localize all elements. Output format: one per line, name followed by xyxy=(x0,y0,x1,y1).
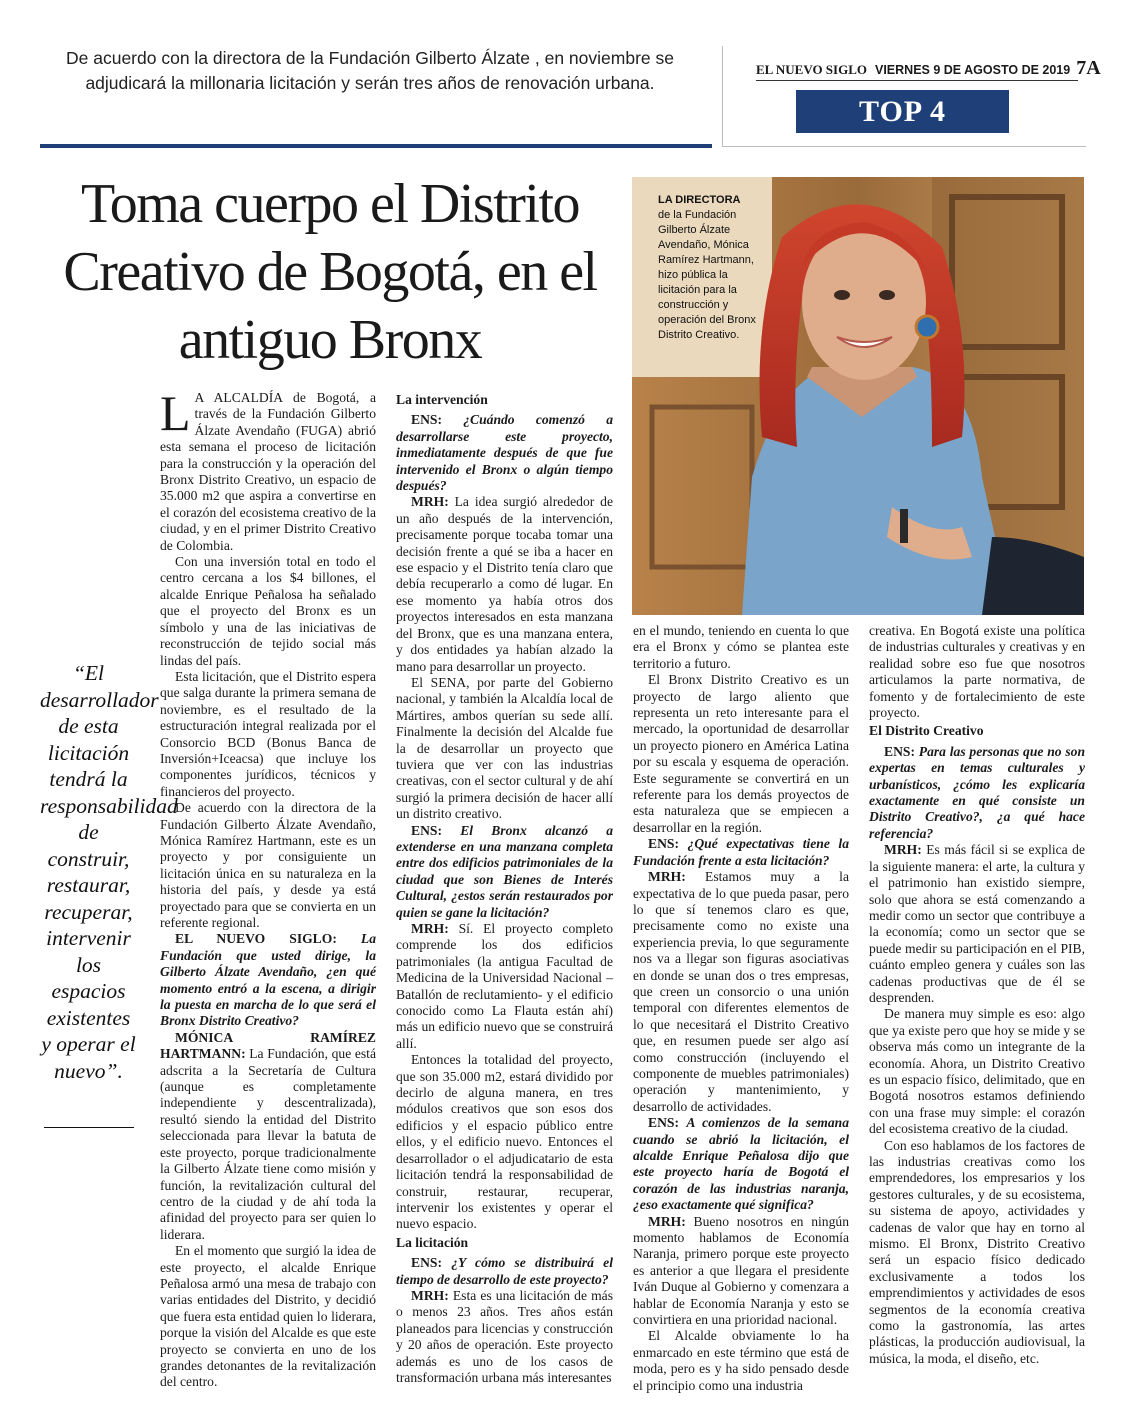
subhead: La intervención xyxy=(396,392,488,407)
interview-answer: MRH: Sí. El proyecto completo comprende los dos edificios patrimoniales (la antigua Facultad de Medicina de la Universidad Nacional –Batallón de reclutamiento- y el edificio conocido como La Flauta están ahí) más un edificio nuevo que se construirá allí. xyxy=(396,921,613,1051)
article-column-4 xyxy=(869,623,1085,1367)
interview-question: EL NUEVO SIGLO: La Fundación que usted dirige, la Gilberto Álzate Avendaño, ¿en qué momento entró a la escena, a dirigir la puesta en marcha de lo que será el Bronx Distrito Creativo? xyxy=(160,931,376,1029)
paragraph: Esta licitación, que el Distrito espera que salga durante la primera semana de noviembre, es el resultado de la estructuración integral realizada por el Consorcio BCD (Bonus Banca de Inversión+Iceacsa) que incluye los componentes jurídicos, técnicos y financieros del proyecto. xyxy=(160,668,376,799)
masthead-line xyxy=(756,57,1101,80)
pull-quote: “El desarrollador de esta licitación tendrá la responsabilidad de construir, restaurar, recuperar, intervenir los espacios existentes y operar el nuevo”. xyxy=(40,661,178,1083)
paragraph: creativa. En Bogotá existe una política de industrias culturales y creativas y en realidad sobre eso fue que nosotros articulamos la parte normativa, de fomento y de fortalecimiento de este proyecto. xyxy=(869,623,1085,721)
interview-question: ENS: ¿Y cómo se distribuirá el tiempo de desarrollo de este proyecto? xyxy=(396,1255,613,1287)
interview-answer: MRH: Bueno nosotros en ningún momento hablamos de Economía Naranja, primero porque este proyecto es anterior a que llegara el presidente Iván Duque al Gobierno y comenzara a hablar de Economía Naranja y esto se convirtiera en una prioridad nacional. xyxy=(633,1213,849,1328)
headline: Toma cuerpo el Distrito Creativo de Bogotá, en el antiguo Bronx xyxy=(63,173,597,371)
interview-question: ENS: ¿Qué expectativas tiene la Fundación frente a esta licitación? xyxy=(633,836,849,868)
subhead: La licitación xyxy=(396,1234,469,1250)
paragraph: El Bronx Distrito Creativo es un proyecto de largo aliento que representa un reto interesante para el mercado, la oportunidad de desarrollar un proyecto pionero en América Latina por su escala y esquema de operación. Este seguramente se convertirá en un referente para los demás proyectos de esta naturaleza que se empiecen a desarrollar en la región. xyxy=(633,672,849,835)
issue-date: VIERNES 9 DE AGOSTO DE 2019 xyxy=(875,63,1071,77)
paragraph: El SENA, por parte del Gobierno nacional, y también la Alcaldía local de Mártires, ambos querían su sede allí. Finalmente la decisión del Alcalde fue la de desarrollar un proyecto que tuviera que ver con las industrias creativas, con el sector cultural y de ahí surgió la primera decisión de hacer allí un distrito creativo. xyxy=(396,674,613,822)
pull-quote-rule xyxy=(44,1127,134,1128)
interview-answer: MRH: Es más fácil si se explica de la siguiente manera: el arte, la cultura y el patrimonio han existido siempre, solo que ahora se está comenzando a medir como un sector que contribuye a la economía; como un sector que se puede medir su participación en el PIB, cuánto empleo genera y cuáles son las cadenas productivas que de él se desprenden. xyxy=(869,842,1085,1005)
paragraph: Con una inversión total en todo el centro cercana a los $4 billones, el alcalde Enrique Peñalosa ha señalado que el proyecto del Bronx es un símbolo y una de las iniciativas de reconstrucción de tejido social más lindas del país. xyxy=(160,554,376,668)
interview-question: ENS: Para las personas que no son expertas en temas culturales y urbanísticos, ¿cómo les explicaría exactamente en qué consiste un Distrito Creativo?, ¿a qué hace referencia? xyxy=(869,743,1086,841)
interview-answer: MRH: Estamos muy a la expectativa de lo que pueda pasar, pero lo que sí tenemos claro es que, precisamente como no existe una experiencia previa, lo que seguramente nos va a llegar son figuras asociativas en donde se unan dos o tres empresas, que creen un consorcio o una unión temporal con diferentes elementos de lo que necesitará el Distrito Creativo que, en resumen puede ser algo así como construcción (incluyendo el componente de muebles patrimoniales) operación y mantenimiento, y desarrollo de actividades. xyxy=(633,869,849,1114)
interview-answer: MÓNICA RAMÍREZ HARTMANN: La Fundación, que está adscrita a la Secretaría de Cultura (aunque es completamente independiente y descentralizada), resultó siendo la entidad del Distrito seleccionada para llevar la batuta de este proyecto, porque tradicionalmente la Gilberto Álzate tiene como misión y función, la revitalización cultural del centro de la ciudad y de ahí toda la afinidad del proyecto para ser quien lo liderara. xyxy=(160,1029,376,1242)
paragraph: Entonces la totalidad del proyecto, que son 35.000 m2, estará dividido por decirlo de alguna manera, en tres módulos creativos que son esos dos edificios y el espacio público entre ellos, y el edificio nuevo. Entonces el desarrollador o el adjudicatario de esta licitación tendrá la responsabilidad de construir, restaurar, recuperar, intervenir los existentes y operar el nuevo espacio. xyxy=(396,1052,613,1232)
newspaper-name: EL NUEVO SIGLO xyxy=(756,62,867,77)
interview-question: ENS: A comienzos de la semana cuando se abrió la licitación, el alcalde Enrique Peñalosa dijo que este proyecto haría de Bogotá el corazón de las industrias naranja, ¿eso exactamente qué significa? xyxy=(633,1115,849,1213)
caption-label: LA DIRECTORA xyxy=(658,194,741,206)
masthead-rule xyxy=(756,80,1078,81)
caption-text: de la Fundación Gilberto Álzate Avendaño, Mónica Ramírez Hartmann, hizo pública la licitación para la construcción y operación del Bronx Distrito Creativo. xyxy=(658,209,756,341)
deck-rule xyxy=(40,144,712,148)
subhead: El Distrito Creativo xyxy=(869,723,984,739)
photo-caption xyxy=(658,193,763,343)
article-column-2 xyxy=(396,390,613,1386)
interview-question: ENS: El Bronx alcanzó a extenderse en una manzana completa entre dos edificios patrimoniales de la ciudad que son Bienes de Interés Cultural, ¿estos serán restaurados por quien se gane la licitación? xyxy=(396,822,613,920)
interview-question: ENS: ¿Cuándo comenzó a desarrollarse este proyecto, inmediatamente después de que fue intervenido el Bronx o algún tiempo después? xyxy=(396,412,613,494)
paragraph: Con eso hablamos de los factores de las industrias creativas como los emprendedores, los empresarios y los gestores culturales, y de su ecosistema, su sistema de apoyo, actividades y cadenas de valor que hay en torno al mismo. El Bronx, Distrito Creativo será un espacio físico dedicado exclusivamente a todos los emprendimientos y actividades de esos segmentos de la economía creativa como la gastronomía, las artes plásticas, la producción audiovisual, la música, la moda, el diseño, etc. xyxy=(869,1137,1085,1366)
article-column-3 xyxy=(633,623,849,1394)
interview-answer: MRH: La idea surgió alrededor de un año después de la intervención, precisamente porque tocaba tomar una decisión frente a qué se iba a hacer en ese espacio y el Distrito tenía claro que debía recuperarlo a como dé lugar. En ese momento ya había otros dos proyectos interesados en esta manzana del Bronx, que es una manzana entera, y dos entidades ya habían alzado la mano para desarrollar un proyecto. xyxy=(396,494,613,674)
drop-cap: L xyxy=(160,385,191,441)
section-banner: TOP 4 xyxy=(796,90,1009,133)
paragraph: De acuerdo con la directora de la Fundación Gilberto Álzate Avendaño, Mónica Ramírez Hartmann, este es un proyecto y por consiguiente un licitación única en su naturaleza en la historia del país, y desde ya está proyectado para que se convierta en un referente regional. xyxy=(160,800,376,930)
paragraph: L A ALCALDÍA de Bogotá, a través de la Fundación Gilberto Álzate Avendaño (FUGA) abrió esta semana el proceso de licitación para la construcción y la operación del Bronx Distrito Creativo, un espacio de 35.000 m2 que aspira a convertirse en el corazón del ecosistema creativo de la ciudad, y en el primer Distrito Creativo de Colombia. xyxy=(160,385,376,553)
page-number: 7A xyxy=(1076,57,1101,79)
article-column-1 xyxy=(160,385,376,1391)
paragraph: en el mundo, teniendo en cuenta lo que era el Bronx y cómo se plantea este territorio a futuro. xyxy=(633,623,849,671)
paragraph: En el momento que surgió la idea de este proyecto, el alcalde Enrique Peñalosa armó una mesa de trabajo con varias entidades del Distrito, y decidió que fuera esta entidad quien lo liderara, porque la visión del Alcalde es que este proyecto se convierta en uno de los grandes detonantes de la revitalización del centro. xyxy=(160,1243,376,1390)
interview-answer: MRH: Esta es una licitación de más o menos 23 años. Tres años están planeados para licencias y construcción y 20 años de operación. Este proyecto además es uno de los casos de transformación urbana más interesantes xyxy=(396,1287,614,1385)
article-deck: De acuerdo con la directora de la Fundación Gilberto Álzate , en noviembre se adjudicará la millonaria licitación y serán tres años de renovación urbana. xyxy=(66,48,674,93)
paragraph: El Alcalde obviamente lo ha enmarcado en este término que está de moda, pero es y ha sido pensado desde el principio como una industria xyxy=(633,1328,849,1393)
paragraph: De manera muy simple es eso: algo que ya existe pero que hoy se mide y se observa más como un integrante de la economía. Ahora, un Distrito Creativo es un espacio físico, delimitado, que en Bogotá nosotros estamos definiendo con una frase muy simple: el corazón del ecosistema creativo de la ciudad. xyxy=(869,1006,1085,1137)
